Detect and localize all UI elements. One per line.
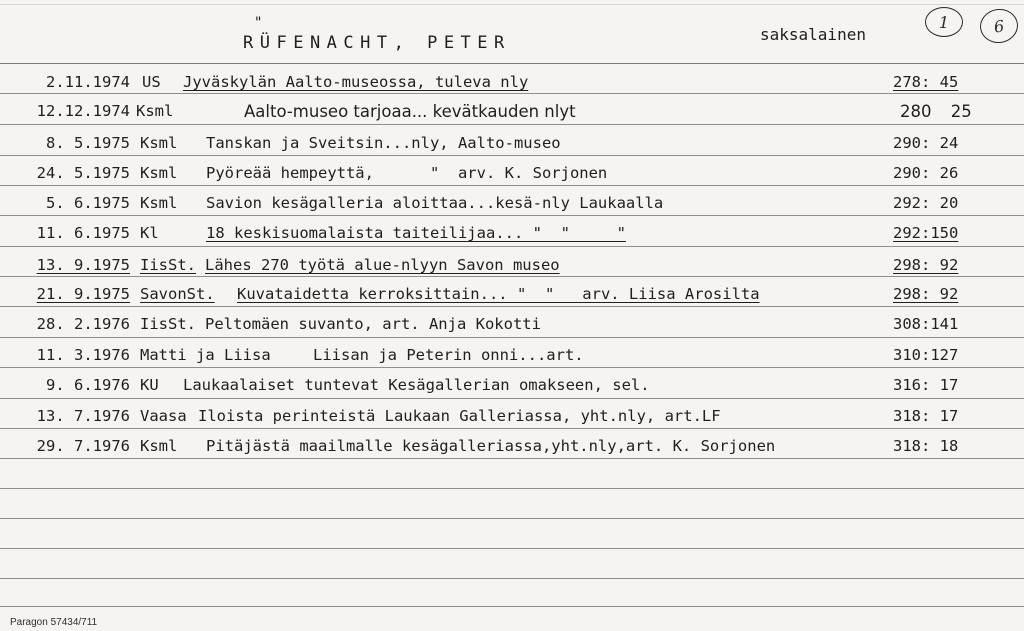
entry-ref: 310:127 <box>893 346 959 364</box>
entry-text: Laukaalaiset tuntevat Kesägallerian omakseen, sel. <box>183 376 650 394</box>
circled-number-1: 1 <box>925 7 963 37</box>
entry-row <box>0 338 1024 367</box>
entry-source: IisSt. <box>140 256 196 274</box>
entry-ref: 278: 45 <box>893 73 959 91</box>
printer-imprint: Paragon 57434/711 <box>10 617 98 628</box>
blank-rule <box>0 548 1024 549</box>
entry-date: 11. 6.1975 <box>36 224 130 242</box>
entry-row <box>0 429 1024 458</box>
entry-row <box>0 368 1024 397</box>
entry-date: 28. 2.1976 <box>36 315 130 333</box>
entry-text: Lähes 270 työtä alue-nlyyn Savon museo <box>205 256 560 274</box>
entry-row <box>0 65 1024 94</box>
entry-row <box>0 248 1024 277</box>
entry-row <box>0 277 1024 306</box>
entry-source: Ksml <box>140 134 178 152</box>
row-rule <box>0 124 1024 125</box>
card-top-edge <box>0 4 1024 5</box>
entry-source: Ksml <box>140 194 178 212</box>
row-rule <box>0 246 1024 247</box>
entry-row <box>0 399 1024 428</box>
entry-ref: 280 25 <box>900 102 972 121</box>
entry-ref: 316: 17 <box>893 376 959 394</box>
entry-source: Kl <box>140 224 159 242</box>
circled-number-2: 6 <box>978 7 1020 46</box>
entry-ref: 298: 92 <box>893 285 959 303</box>
entry-text: Iloista perinteistä Laukaan Galleriassa, yht.nly, art.LF <box>198 407 721 425</box>
entry-source: IisSt. <box>140 315 196 333</box>
entry-text: Liisan ja Peterin onni...art. <box>313 346 584 364</box>
entry-source: Ksml <box>140 437 178 455</box>
entry-date: 12.12.1974 <box>36 102 130 120</box>
header-umlaut-mark: " <box>254 15 263 31</box>
entry-ref: 290: 24 <box>893 134 959 152</box>
entry-row <box>0 94 1024 123</box>
entry-text: Pitäjästä maailmalle kesägalleriassa,yht.nly,art. K. Sorjonen <box>206 437 776 455</box>
entry-date: 9. 6.1976 <box>46 376 130 394</box>
entry-source: KU <box>140 376 159 394</box>
header-rule <box>0 63 1024 64</box>
entry-date: 21. 9.1975 <box>36 285 130 303</box>
entry-row <box>0 307 1024 336</box>
row-rule <box>0 458 1024 459</box>
entry-row <box>0 216 1024 245</box>
entry-date: 11. 3.1976 <box>36 346 130 364</box>
entry-row <box>0 156 1024 185</box>
entry-source: US <box>142 73 161 91</box>
blank-rule <box>0 488 1024 489</box>
entry-source: Matti ja Liisa <box>140 346 271 364</box>
nationality: saksalainen <box>760 25 866 44</box>
entry-ref: 292:150 <box>893 224 959 242</box>
entry-ref: 308:141 <box>893 315 959 333</box>
entry-text: Kuvataidetta kerroksittain... " " arv. Liisa Arosilta <box>237 285 760 303</box>
entry-date: 8. 5.1975 <box>46 134 130 152</box>
entry-source: Vaasa <box>140 407 187 425</box>
entry-ref: 298: 92 <box>893 256 959 274</box>
entry-date: 13. 7.1976 <box>36 407 130 425</box>
entry-ref: 292: 20 <box>893 194 959 212</box>
entry-text: Aalto-museo tarjoaa... kevätkauden nlyt <box>244 102 576 121</box>
entry-row <box>0 126 1024 155</box>
entry-row <box>0 186 1024 215</box>
entry-date: 24. 5.1975 <box>36 164 130 182</box>
entry-ref: 290: 26 <box>893 164 959 182</box>
entry-date: 5. 6.1975 <box>46 194 130 212</box>
entry-text: Tanskan ja Sveitsin...nly, Aalto-museo <box>206 134 561 152</box>
entry-source: Ksml <box>136 102 174 120</box>
entry-text: Savion kesägalleria aloittaa...kesä-nly Laukaalla <box>206 194 664 212</box>
entry-text: Pyöreää hempeyttä, " arv. K. Sorjonen <box>206 164 608 182</box>
entry-ref: 318: 18 <box>893 437 959 455</box>
entry-source: SavonSt. <box>140 285 215 303</box>
entry-text: 18 keskisuomalaista taiteilijaa... " " " <box>206 224 626 242</box>
entry-text: Jyväskylän Aalto-museossa, tuleva nly <box>183 73 529 91</box>
entry-ref: 318: 17 <box>893 407 959 425</box>
artist-name: RÜFENACHT, PETER <box>243 33 511 53</box>
blank-rule <box>0 578 1024 579</box>
entry-date: 29. 7.1976 <box>36 437 130 455</box>
blank-rule <box>0 606 1024 607</box>
entry-date: 13. 9.1975 <box>36 256 130 274</box>
entry-date: 2.11.1974 <box>46 73 130 91</box>
entry-source: Ksml <box>140 164 178 182</box>
entry-text: Peltomäen suvanto, art. Anja Kokotti <box>205 315 541 333</box>
blank-rule <box>0 518 1024 519</box>
